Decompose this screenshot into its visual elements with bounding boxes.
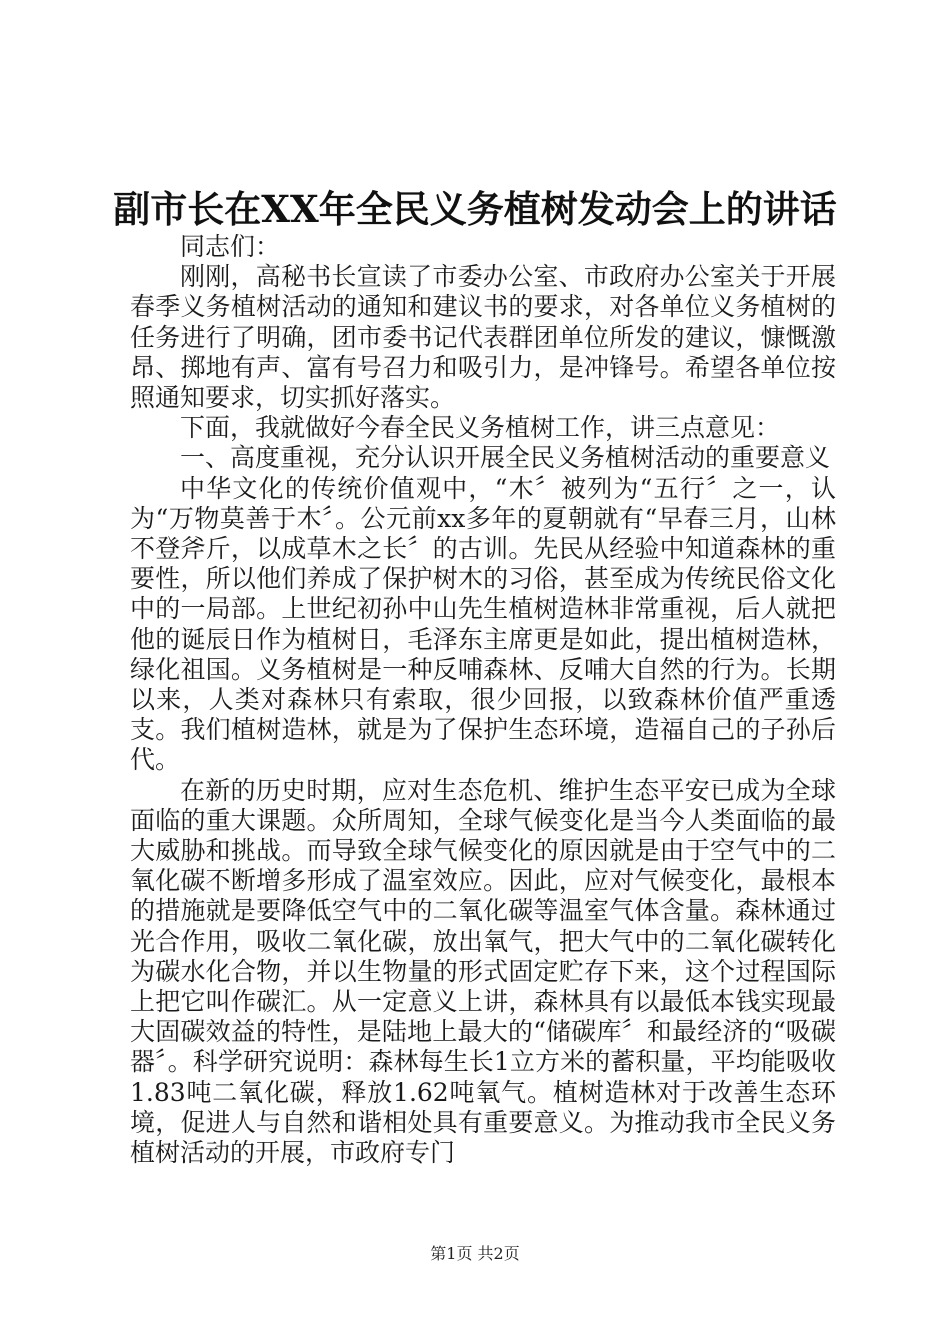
document-body (130, 232, 836, 1168)
paragraph-climate: 在新的历史时期，应对生态危机、维护生态平安已成为全球面临的重大课题。众所周知，全球气候变化是当今人类面临的最大威胁和挑战。而导致全球气候变化的原因就是由于空气中的二氧化碳不断增多形成了温室效应。因此，应对气候变化，最根本的措施就是要降低空气中的二氧化碳等温室气体含量。森林通过光合作用，吸收二氧化碳，放出氧气，把大气中的二氧化碳转化为碳水化合物，并以生物量的形式固定贮存下来，这个过程国际上把它叫作碳汇。从一定意义上讲，森林具有以最低本钱实现最大固碳效益的特性，是陆地上最大的“储碳库〞和最经济的“吸碳器〞。科学研究说明：森林每生长1立方米的蓄积量，平均能吸收1.83吨二氧化碳，释放1.62吨氧气。植树造林对于改善生态环境，促进人与自然和谐相处具有重要意义。为推动我市全民义务植树活动的开展，市政府专门 (130, 775, 836, 1168)
paragraph-intro: 下面，我就做好今春全民义务植树工作，讲三点意见： (180, 413, 781, 443)
paragraph-opening: 刚刚，高秘书长宣读了市委办公室、市政府办公室关于开展春季义务植树活动的通知和建议书的要求，对各单位义务植树的任务进行了明确，团市委书记代表群团单位所发的建议，慷慨激昂、掷地有声、富有号召力和吸引力，是冲锋号。希望各单位按照通知要求，切实抓好落实。 (130, 262, 836, 413)
paragraph-tradition: 中华文化的传统价值观中，“木〞被列为“五行〞之一，认为“万物莫善于木〞。公元前xx多年的夏朝就有“早春三月，山林不登斧斤，以成草木之长〞的古训。先民从经验中知道森林的重要性，所以他们养成了保护树木的习俗，甚至成为传统民俗文化中的一局部。上世纪初孙中山先生植树造林非常重视，后人就把他的诞辰日作为植树日，毛泽东主席更是如此，提出植树造林，绿化祖国。义务植树是一种反哺森林、反哺大自然的行为。长期以来，人类对森林只有索取，很少回报，以致森林价值严重透支。我们植树造林，就是为了保护生态环境，造福自己的子孙后代。 (130, 473, 836, 775)
salutation: 同志们： (180, 232, 281, 261)
section-heading-1: 一、高度重视，充分认识开展全民义务植树活动的重要意义 (180, 443, 831, 473)
page-number-footer: 第1页 共2页 (430, 1244, 520, 1263)
document-title: 副市长在XX年全民义务植树发动会上的讲话 (113, 187, 837, 231)
